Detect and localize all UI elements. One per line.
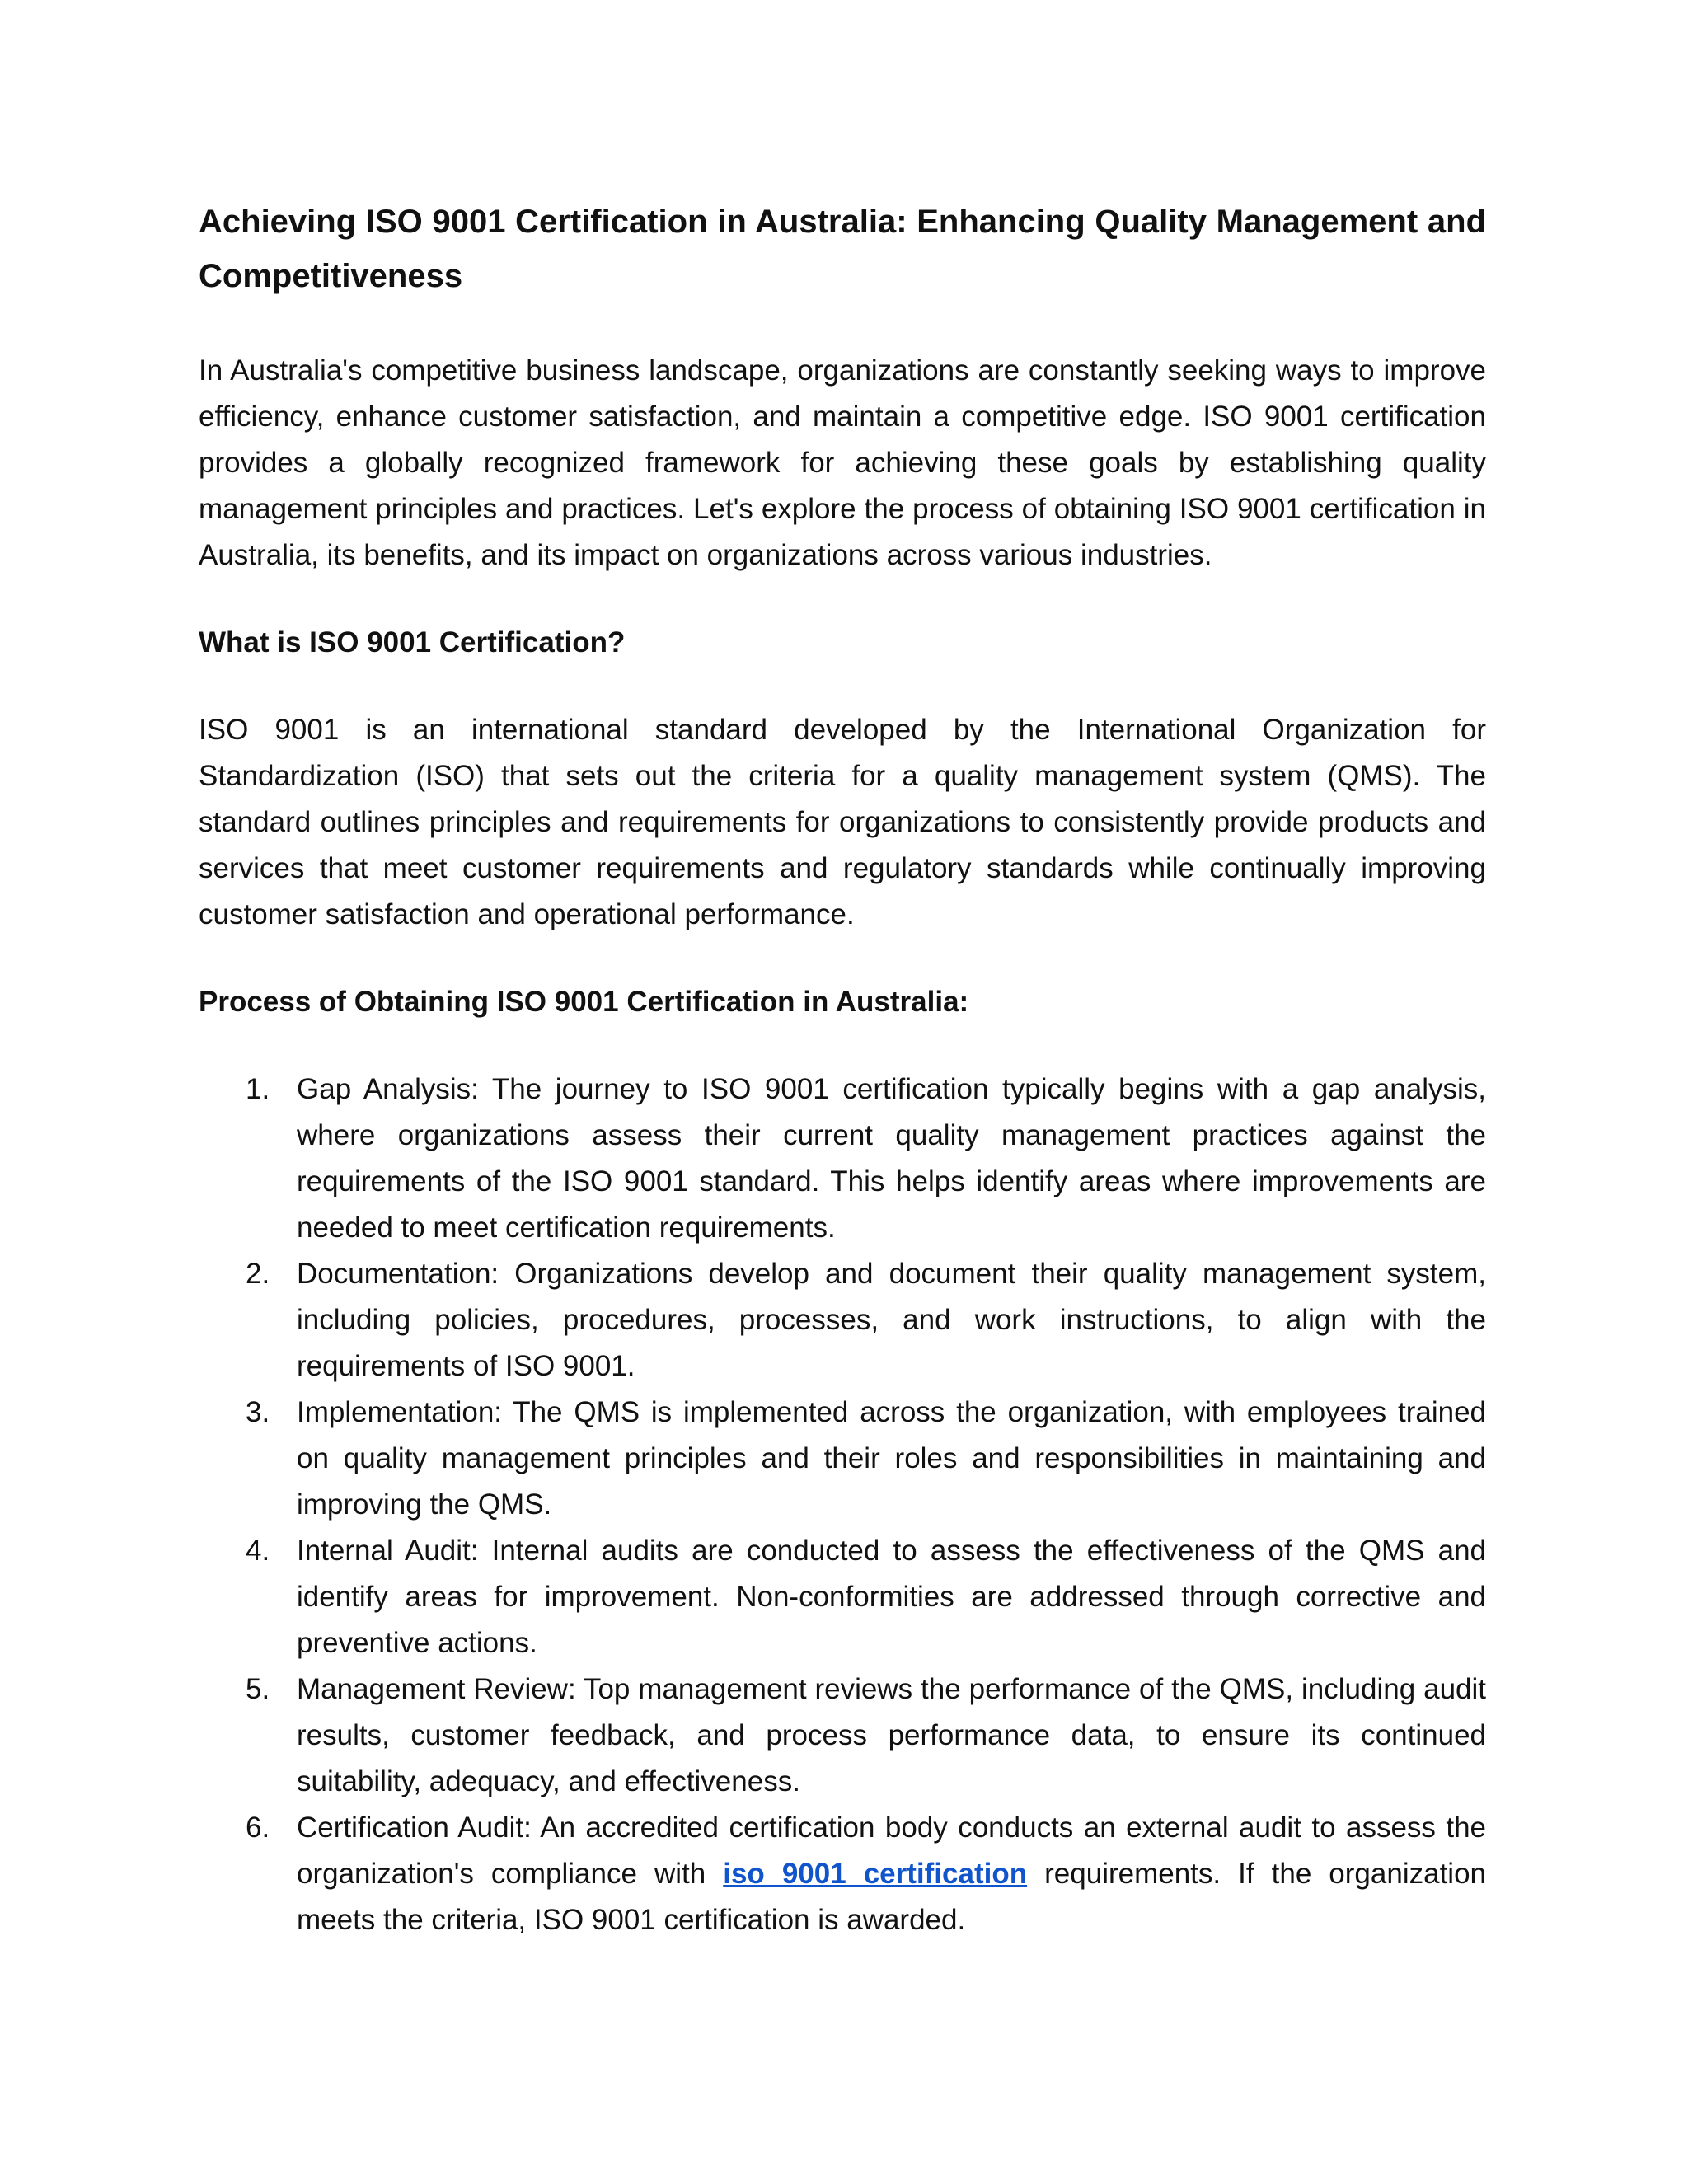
list-number: 3. xyxy=(246,1396,270,1428)
intro-paragraph: In Australia's competitive business landscape, organizations are constantly seeking ways to improve efficiency, enhance customer satisfaction, and maintain a competitive edge. ISO 9001 certification provides a globally recognized framework for achieving these goals by establishing quality management principles and practices. Let's explore the process of obtaining ISO 9001 certification in Australia, its benefits, and its impact on organizations across various industries. xyxy=(199,354,1486,571)
list-item xyxy=(199,1251,1486,1390)
document-page xyxy=(199,194,1486,1943)
list-number: 2. xyxy=(246,1258,270,1290)
list-number: 6. xyxy=(246,1811,270,1844)
process-steps-list xyxy=(199,1066,1486,1943)
list-item-text: Documentation: Organizations develop and document their quality management system, including policies, procedures, processes, and work instructions, to align with the requirements of ISO 9001. xyxy=(297,1258,1486,1382)
document-title: Achieving ISO 9001 Certification in Australia: Enhancing Quality Management and Competitiveness xyxy=(199,204,1486,294)
list-number: 4. xyxy=(246,1535,270,1567)
list-item xyxy=(199,1805,1486,1943)
list-item-text-after-link: requirements. If the organization meets the criteria, ISO 9001 certification is awarded. xyxy=(297,1858,1486,1936)
list-item-text: Internal Audit: Internal audits are conducted to assess the effectiveness of the QMS and identify areas for improvement. Non-conformities are addressed through corrective and preventive actions. xyxy=(297,1535,1486,1659)
list-item-text: Implementation: The QMS is implemented across the organization, with employees trained on quality management principles and their roles and responsibilities in maintaining and improving the QMS. xyxy=(297,1396,1486,1521)
list-item xyxy=(199,1528,1486,1666)
list-item xyxy=(199,1666,1486,1805)
list-item-text-before-link: Certification Audit: An accredited certification body conducts an external audit to assess the organization's compliance with xyxy=(297,1811,1486,1890)
what-is-paragraph: ISO 9001 is an international standard developed by the International Organization for Standardization (ISO) that sets out the criteria for a quality management system (QMS). The standard outlines principles and requirements for organizations to consistently provide products and services that meet customer requirements and regulatory standards while continually improving customer satisfaction and operational performance. xyxy=(199,714,1486,930)
iso-9001-certification-link[interactable]: iso 9001 certification xyxy=(723,1858,1028,1890)
list-item xyxy=(199,1066,1486,1251)
list-item-text: Management Review: Top management reviews the performance of the QMS, including audit results, customer feedback, and process performance data, to ensure its continued suitability, adequacy, and effectiveness. xyxy=(297,1673,1486,1797)
section-heading-process: Process of Obtaining ISO 9001 Certification in Australia: xyxy=(199,986,969,1018)
list-number: 1. xyxy=(246,1073,270,1105)
list-item-text: Gap Analysis: The journey to ISO 9001 certification typically begins with a gap analysis, where organizations assess their current quality management practices against the requirements of the ISO 9001 standard. This helps identify areas where improvements are needed to meet certification requirements. xyxy=(297,1073,1486,1244)
list-number: 5. xyxy=(246,1673,270,1705)
list-item xyxy=(199,1390,1486,1528)
section-heading-what-is: What is ISO 9001 Certification? xyxy=(199,626,626,658)
